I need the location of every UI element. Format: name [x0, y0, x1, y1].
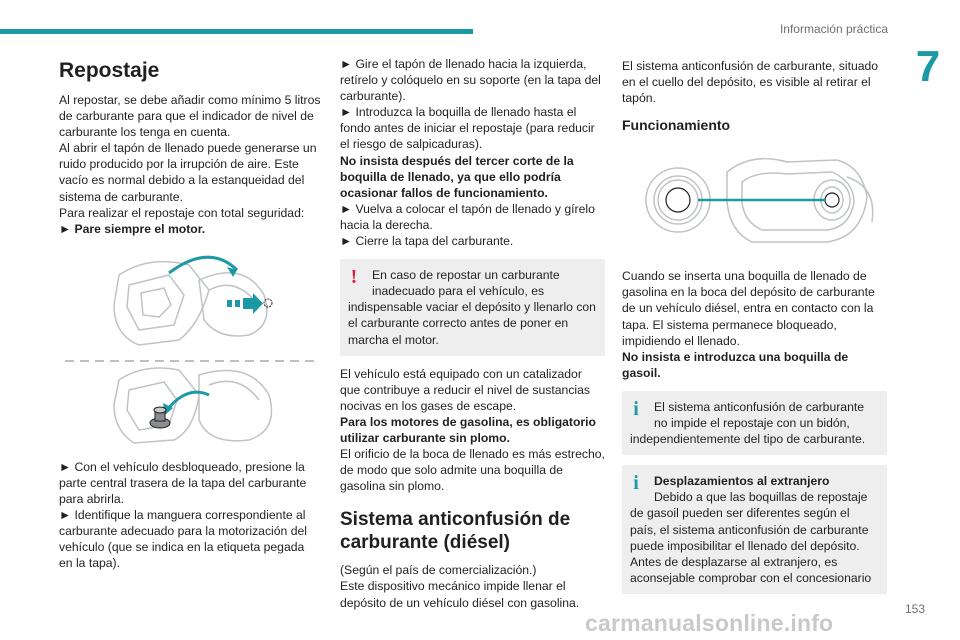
bold-warning-text: No insista después del tercer corte de la boquilla de llenado, ya que ello podría ocasionar fallos de funcionamiento.: [340, 153, 574, 200]
info-text: Debido a que las boquillas de repostaje: [654, 490, 868, 505]
paragraph: Este dispositivo mecánico impide llenar el depósito de un vehículo diésel con gasolina.: [340, 579, 580, 610]
paragraph: El sistema anticonfusión de carburante, situado en el cuello del depósito, es visible al retirar el tapón.: [622, 59, 879, 106]
misfuel-device-illustration: [622, 142, 884, 260]
fuel-flap-illustration: [59, 245, 321, 451]
info-text: independientemente del tipo de carburante.: [630, 432, 866, 447]
watermark: carmanualsonline.info: [585, 610, 834, 636]
paragraph: El orificio de la boca de llenado es más estrecho, de modo que solo admite una boquilla de gasolina sin plomo.: [340, 447, 605, 494]
header-accent-bar: [0, 29, 473, 34]
paragraph: Para realizar el repostaje con total seguridad:: [59, 205, 305, 220]
warning-text: indispensable vaciar el depósito y llenarlo con el carburante correcto antes de poner en marcha el motor.: [348, 300, 596, 347]
paragraph: El vehículo está equipado con un catalizador que contribuye a reducir el nivel de sustancias nocivas en los gases de escape.: [340, 366, 590, 413]
column-3: [622, 56, 887, 604]
instruction: ► Vuelva a colocar el tapón de llenado y gírelo hacia la derecha.: [340, 201, 595, 232]
info-icon: i: [633, 397, 639, 420]
bold-paragraph: Para los motores de gasolina, es obligatorio utilizar carburante sin plomo.: [340, 414, 597, 445]
section-title: Sistema anticonfusión de carburante (diésel): [340, 509, 571, 554]
info-text: El sistema anticonfusión de carburante no impide el repostaje con un bidón,: [654, 399, 865, 431]
instruction: ► Con el vehículo desbloqueado, presione la parte central trasera de la tapa del carburante para abrirla.: [59, 459, 307, 507]
warning-text: En caso de repostar un carburante inadecuado para el vehículo, es: [372, 268, 560, 299]
info-box-travel: [622, 465, 887, 594]
bold-paragraph: No insista e introduzca una boquilla de gasoil.: [622, 349, 849, 380]
subsection-title: Funcionamiento: [622, 117, 731, 134]
paragraph: Al repostar, se debe añadir como mínimo 5 litros de carburante para que el indicador de nivel de carburante los tenga en cuenta.: [59, 93, 321, 140]
paragraph: Al abrir el tapón de llenado puede generarse un ruido producido por la irrupción de aire. Este vacío es normal debido a la estanqueidad del sistema de carburante.: [59, 141, 317, 204]
instruction: ► Cierre la tapa del carburante.: [340, 234, 514, 249]
paragraph: Cuando se inserta una boquilla de llenado de gasolina en la boca del depósito de carburante de un vehículo diésel, entra en contacto con la tapa. El sistema permanece bloqueado, impidiendo el llenado.: [622, 269, 875, 348]
instruction: ► Introduzca la boquilla de llenado hasta el fondo antes de iniciar el repostaje (para reducir el riesgo de salpicaduras).: [340, 105, 595, 152]
info-title: Desplazamientos al extranjero: [654, 474, 830, 489]
paragraph: (Según el país de comercialización.): [340, 563, 537, 578]
column-2: [340, 56, 605, 611]
warning-box: [340, 259, 605, 355]
instruction: ► Gire el tapón de llenado hacia la izquierda, retírelo y colóquelo en su soporte (en la tapa del carburante).: [340, 57, 601, 104]
instruction: ► Pare siempre el motor.: [59, 221, 206, 236]
info-icon: i: [633, 472, 639, 495]
page-number: 153: [905, 602, 926, 616]
warning-exclamation-icon: !: [350, 266, 358, 289]
chapter-number: 7: [915, 42, 941, 91]
page-title: Repostaje: [59, 59, 160, 82]
section-name: Información práctica: [779, 22, 888, 36]
info-text: de gasoil pueden ser diferentes según el país, el sistema anticonfusión de carburante puede imposibilitar el llenado del depósito. Antes de desplazarse al extranjero, es aconsejable comprobar con el concesionario: [630, 506, 872, 585]
column-1: [59, 56, 321, 572]
info-box: [622, 391, 887, 455]
instruction: ► Identifique la manguera correspondiente al carburante adecuado para la motorización del vehículo (que se indica en la etiqueta pegada en la tapa).: [59, 508, 307, 571]
